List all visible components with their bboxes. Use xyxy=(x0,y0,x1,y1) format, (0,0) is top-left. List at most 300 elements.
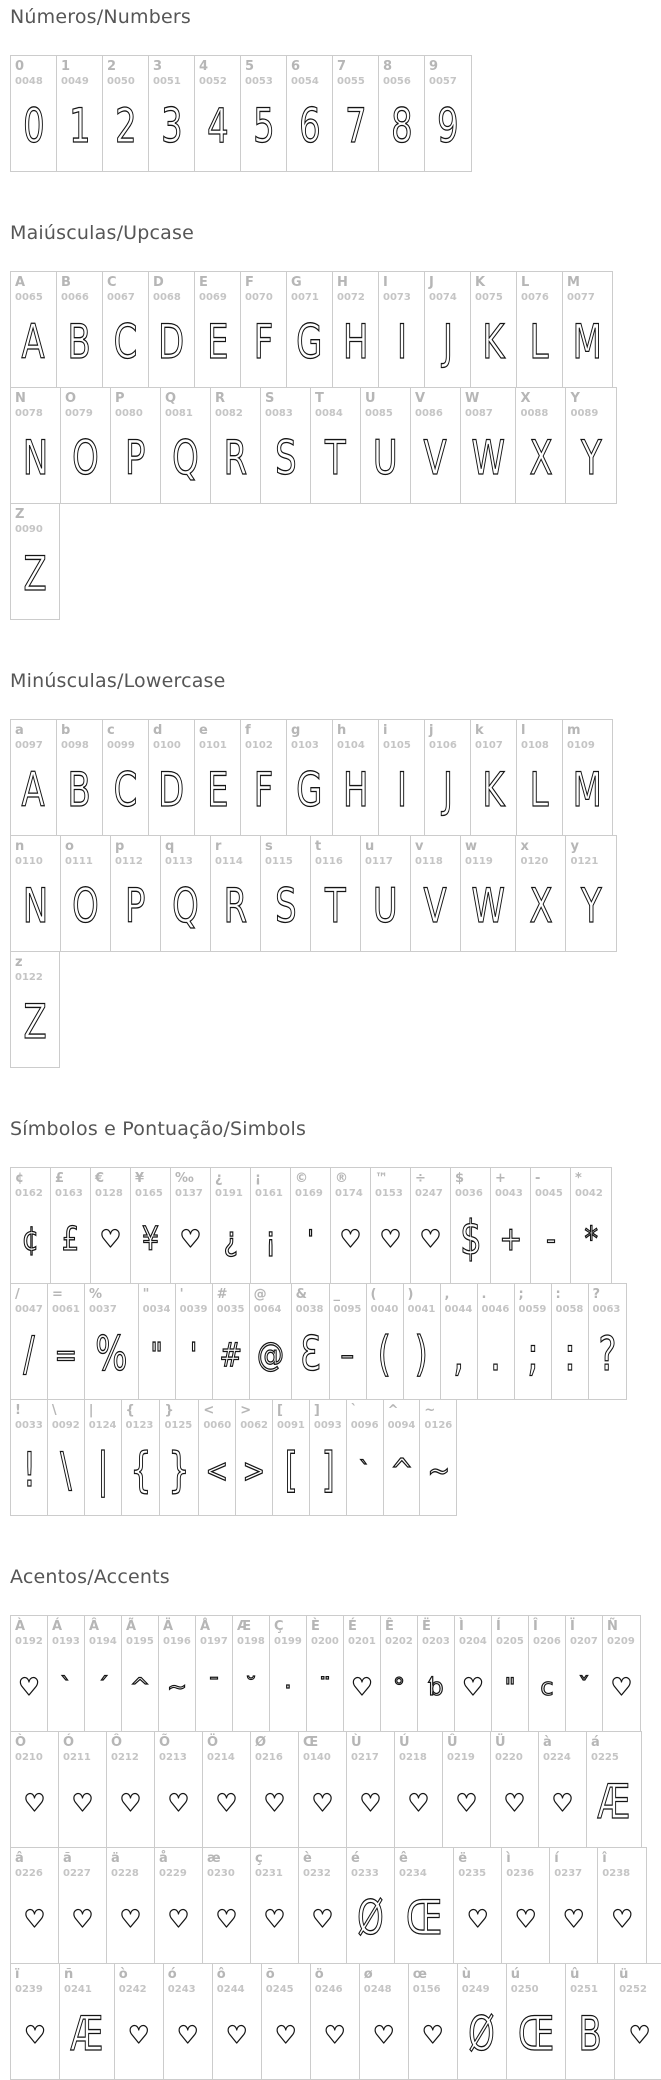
font-glyph: ♥ xyxy=(24,2020,46,2049)
cell-unicode-code: 0105 xyxy=(383,740,411,751)
glyph-box xyxy=(107,752,144,829)
glyph-box xyxy=(55,1200,86,1277)
cell-unicode-code: 0219 xyxy=(447,1752,475,1763)
cell-character-label: L xyxy=(521,275,530,290)
cell-unicode-code: 0213 xyxy=(159,1752,187,1763)
glyph-box xyxy=(335,1200,366,1277)
font-glyph: A xyxy=(21,763,46,818)
cell-unicode-code: 0230 xyxy=(207,1868,235,1879)
font-glyph: = xyxy=(54,1335,78,1374)
font-glyph: Æ xyxy=(597,1775,631,1830)
glyph-box xyxy=(593,1316,622,1393)
cell-character-label: Í xyxy=(496,1619,501,1634)
glyph-box xyxy=(399,1880,449,1957)
glyph-table xyxy=(10,271,661,620)
glyph-row xyxy=(10,1963,661,2080)
glyph-cell xyxy=(85,1400,122,1515)
glyph-box xyxy=(458,1880,497,1957)
glyph-cell xyxy=(566,1616,603,1731)
cell-character-label: * xyxy=(575,1171,582,1186)
glyph-cell xyxy=(515,1284,552,1399)
glyph-box xyxy=(602,1880,642,1957)
glyph-cell xyxy=(471,720,517,835)
glyph-cell xyxy=(107,1848,155,1963)
glyph-cell xyxy=(195,56,241,171)
cell-character-label: ¿ xyxy=(215,1171,223,1186)
cell-character-label: g xyxy=(291,723,301,738)
glyph-cell xyxy=(261,388,311,503)
cell-unicode-code: 0113 xyxy=(165,856,193,867)
font-glyph: ♥ xyxy=(379,1224,402,1253)
glyph-box xyxy=(126,1648,154,1725)
glyph-cell xyxy=(11,1168,51,1283)
glyph-cell xyxy=(85,1616,122,1731)
glyph-box xyxy=(159,1880,198,1957)
cell-unicode-code: 0249 xyxy=(461,1984,490,1995)
font-glyph: } xyxy=(168,1443,191,1498)
cell-character-label: A xyxy=(15,275,26,290)
cell-unicode-code: 0034 xyxy=(142,1304,171,1315)
font-glyph: 4 xyxy=(206,99,229,154)
font-glyph: ♥ xyxy=(177,2020,199,2049)
glyph-box xyxy=(570,1648,598,1725)
cell-character-label: Ú xyxy=(399,1735,410,1750)
font-glyph: F xyxy=(253,315,274,370)
cell-unicode-code: 0241 xyxy=(64,1984,92,1995)
glyph-cell xyxy=(195,272,241,387)
font-glyph: ¢ xyxy=(21,1219,40,1258)
cell-character-label: W xyxy=(465,391,480,406)
glyph-box xyxy=(445,1316,473,1393)
glyph-cell xyxy=(299,1848,347,1963)
cell-unicode-code: 0099 xyxy=(107,740,135,751)
glyph-row xyxy=(10,719,613,836)
glyph-box xyxy=(422,1648,450,1725)
cell-character-label: Ï xyxy=(570,1619,575,1634)
font-glyph: ˘ xyxy=(245,1672,257,1701)
glyph-box xyxy=(143,1316,171,1393)
glyph-cell xyxy=(529,1616,566,1731)
glyph-cell xyxy=(566,388,616,503)
cell-character-label: 7 xyxy=(337,59,347,74)
glyph-box xyxy=(521,304,558,381)
glyph-box xyxy=(511,1996,561,2073)
font-glyph: ♥ xyxy=(18,1672,40,1701)
glyph-cell xyxy=(11,1848,59,1963)
glyph-cell xyxy=(411,836,461,951)
cell-unicode-code: 0077 xyxy=(567,292,595,303)
cell-character-label: Ë xyxy=(422,1619,431,1634)
font-glyph: ♥ xyxy=(339,1224,362,1253)
font-glyph: ♥ xyxy=(119,1904,142,1933)
font-glyph: : xyxy=(563,1327,576,1382)
font-glyph: P xyxy=(125,431,146,486)
cell-unicode-code: 0234 xyxy=(399,1868,427,1879)
font-glyph: D xyxy=(158,763,185,818)
glyph-cell xyxy=(458,1964,507,2079)
glyph-box xyxy=(168,1996,208,2073)
glyph-cell xyxy=(411,388,461,503)
cell-unicode-code: 0039 xyxy=(179,1304,208,1315)
cell-unicode-code: 0224 xyxy=(543,1752,571,1763)
cell-character-label: Ù xyxy=(351,1735,362,1750)
font-glyph: R xyxy=(223,879,248,934)
font-glyph: , xyxy=(453,1327,464,1382)
glyph-box xyxy=(245,752,282,829)
font-glyph: ♥ xyxy=(407,1788,430,1817)
cell-unicode-code: 0041 xyxy=(407,1304,436,1315)
font-glyph: U xyxy=(373,879,398,934)
glyph-box xyxy=(337,88,374,165)
cell-character-label: , xyxy=(444,1287,450,1302)
glyph-box xyxy=(63,1764,102,1841)
glyph-box xyxy=(200,1648,228,1725)
cell-unicode-code: 0056 xyxy=(383,76,411,87)
font-glyph: ~ xyxy=(166,1672,188,1701)
glyph-cell xyxy=(57,56,103,171)
glyph-cell xyxy=(347,1732,395,1847)
cell-character-label: o xyxy=(65,839,74,854)
glyph-cell xyxy=(291,1168,331,1283)
cell-character-label: 2 xyxy=(107,59,117,74)
cell-unicode-code: 0251 xyxy=(570,1984,598,1995)
glyph-box xyxy=(383,304,420,381)
font-glyph: 0 xyxy=(22,99,45,154)
cell-unicode-code: 0203 xyxy=(422,1636,450,1647)
glyph-box xyxy=(89,1316,134,1393)
font-glyph: 2 xyxy=(114,99,137,154)
cell-unicode-code: 0114 xyxy=(215,856,243,867)
cell-character-label: Â xyxy=(89,1619,100,1634)
glyph-box xyxy=(311,1648,339,1725)
cell-unicode-code: 0140 xyxy=(303,1752,331,1763)
glyph-box xyxy=(52,1432,80,1509)
glyph-box xyxy=(203,1432,231,1509)
font-glyph: ♥ xyxy=(71,1788,94,1817)
glyph-box xyxy=(207,1764,246,1841)
glyph-box xyxy=(199,752,236,829)
font-glyph: < xyxy=(205,1451,229,1490)
cell-character-label: ® xyxy=(335,1171,348,1186)
cell-character-label: - xyxy=(535,1171,541,1186)
cell-unicode-code: 0084 xyxy=(315,408,343,419)
glyph-cell xyxy=(251,1732,299,1847)
cell-unicode-code: 0096 xyxy=(350,1420,379,1431)
glyph-box xyxy=(15,1200,46,1277)
cell-character-label: Ì xyxy=(459,1619,464,1634)
cell-unicode-code: 0037 xyxy=(89,1304,117,1315)
cell-character-label: D xyxy=(153,275,164,290)
font-glyph: 6 xyxy=(298,99,321,154)
cell-character-label: ê xyxy=(399,1851,408,1866)
font-glyph: ♥ xyxy=(215,1904,238,1933)
cell-character-label: ! xyxy=(15,1403,21,1418)
cell-unicode-code: 0073 xyxy=(383,292,411,303)
glyph-cell xyxy=(103,720,149,835)
glyph-box xyxy=(429,88,467,165)
font-glyph: M xyxy=(572,315,602,370)
glyph-row xyxy=(10,835,617,952)
glyph-box xyxy=(255,1880,294,1957)
cell-character-label: m xyxy=(567,723,581,738)
glyph-box xyxy=(365,420,406,497)
font-glyph: J xyxy=(442,315,453,370)
glyph-cell xyxy=(262,1964,311,2079)
glyph-cell xyxy=(11,836,61,951)
glyph-box xyxy=(415,420,456,497)
glyph-cell xyxy=(11,1732,59,1847)
cell-character-label: â xyxy=(15,1851,24,1866)
cell-unicode-code: 0232 xyxy=(303,1868,331,1879)
glyph-box xyxy=(15,752,52,829)
glyph-row xyxy=(10,1615,641,1732)
font-glyph: / xyxy=(23,1327,35,1382)
glyph-box xyxy=(413,1996,453,2073)
glyph-cell xyxy=(171,1168,211,1283)
cell-unicode-code: 0112 xyxy=(115,856,143,867)
cell-unicode-code: 0235 xyxy=(458,1868,487,1879)
font-glyph: A xyxy=(21,315,46,370)
cell-unicode-code: 0079 xyxy=(65,408,93,419)
font-glyph: @ xyxy=(256,1335,284,1374)
section-heading: Símbolos e Pontuação/Simbols xyxy=(10,1118,307,1140)
cell-character-label: | xyxy=(88,1403,94,1418)
font-glyph: ♥ xyxy=(263,1904,286,1933)
cell-unicode-code: 0058 xyxy=(555,1304,584,1315)
font-glyph: W xyxy=(471,879,505,934)
glyph-box xyxy=(570,868,612,945)
cell-character-label: 4 xyxy=(199,59,209,74)
cell-character-label: œ xyxy=(412,1967,428,1982)
font-glyph: ~ xyxy=(426,1451,450,1490)
cell-unicode-code: 0205 xyxy=(496,1636,524,1647)
glyph-cell xyxy=(131,1168,171,1283)
font-glyph: K xyxy=(482,763,505,818)
glyph-box xyxy=(217,1316,245,1393)
cell-unicode-code: 0201 xyxy=(348,1636,376,1647)
cell-unicode-code: 0088 xyxy=(520,408,549,419)
cell-character-label: Û xyxy=(447,1735,458,1750)
cell-character-label: ö xyxy=(314,1967,324,1982)
cell-unicode-code: 0104 xyxy=(337,740,365,751)
glyph-box xyxy=(240,1432,268,1509)
glyph-cell xyxy=(11,272,57,387)
cell-unicode-code: 0238 xyxy=(602,1868,631,1879)
glyph-cell xyxy=(379,720,425,835)
glyph-row xyxy=(10,55,472,172)
glyph-cell xyxy=(61,388,111,503)
cell-character-label: ñ xyxy=(64,1967,74,1982)
glyph-box xyxy=(388,1432,416,1509)
cell-unicode-code: 0108 xyxy=(521,740,549,751)
font-glyph: Y xyxy=(581,879,602,934)
glyph-cell xyxy=(563,720,612,835)
glyph-cell xyxy=(161,836,211,951)
font-glyph: ♥ xyxy=(467,1904,489,1933)
cell-character-label: Æ xyxy=(237,1619,252,1634)
glyph-table xyxy=(10,719,661,1068)
glyph-cell xyxy=(103,56,149,171)
font-glyph: ♥ xyxy=(99,1224,122,1253)
cell-character-label: 3 xyxy=(153,59,163,74)
font-glyph: [ xyxy=(284,1443,298,1498)
glyph-row xyxy=(10,1399,457,1516)
cell-character-label: å xyxy=(159,1851,168,1866)
cell-character-label: _ xyxy=(333,1287,341,1302)
glyph-box xyxy=(351,1764,390,1841)
cell-character-label: Ç xyxy=(274,1619,284,1634)
glyph-box xyxy=(495,1200,526,1277)
font-glyph: ♥ xyxy=(119,1788,142,1817)
font-glyph: Ø xyxy=(468,2007,496,2062)
cell-unicode-code: 0246 xyxy=(314,1984,343,1995)
cell-unicode-code: 0225 xyxy=(591,1752,619,1763)
glyph-cell xyxy=(57,720,103,835)
glyph-cell xyxy=(160,1400,199,1515)
glyph-box xyxy=(15,868,56,945)
cell-unicode-code: 0035 xyxy=(216,1304,245,1315)
glyph-box xyxy=(265,868,306,945)
glyph-box xyxy=(89,1432,117,1509)
cell-character-label: P xyxy=(115,391,125,406)
cell-unicode-code: 0126 xyxy=(424,1420,453,1431)
cell-character-label: l xyxy=(521,723,526,738)
glyph-cell xyxy=(587,1732,641,1847)
glyph-cell xyxy=(615,1964,661,2079)
glyph-box xyxy=(348,1648,376,1725)
glyph-cell xyxy=(261,836,311,951)
glyph-box xyxy=(607,1648,636,1725)
font-glyph: ♥ xyxy=(462,1672,484,1701)
cell-unicode-code: 0197 xyxy=(200,1636,228,1647)
glyph-box xyxy=(303,1764,342,1841)
cell-character-label: c xyxy=(107,723,115,738)
cell-character-label: I xyxy=(383,275,388,290)
glyph-cell xyxy=(273,1400,310,1515)
cell-unicode-code: 0053 xyxy=(245,76,273,87)
cell-unicode-code: 0042 xyxy=(575,1188,603,1199)
cell-unicode-code: 0049 xyxy=(61,76,89,87)
cell-character-label: ( xyxy=(370,1287,377,1302)
font-glyph: V xyxy=(423,879,448,934)
cell-unicode-code: 0206 xyxy=(533,1636,561,1647)
glyph-cell xyxy=(122,1400,161,1515)
cell-unicode-code: 0211 xyxy=(63,1752,91,1763)
cell-character-label: Ö xyxy=(207,1735,219,1750)
cell-character-label: ú xyxy=(510,1967,521,1982)
glyph-cell xyxy=(111,388,161,503)
glyph-box xyxy=(15,1316,43,1393)
cell-character-label: \ xyxy=(51,1403,57,1418)
cell-character-label: q xyxy=(165,839,175,854)
cell-unicode-code: 0067 xyxy=(107,292,135,303)
glyph-cell xyxy=(411,1168,451,1283)
glyph-cell xyxy=(441,1284,478,1399)
glyph-row xyxy=(10,1731,642,1848)
glyph-box xyxy=(217,1996,257,2073)
font-glyph: 5 xyxy=(252,99,275,154)
glyph-cell xyxy=(344,1616,381,1731)
cell-unicode-code: 0069 xyxy=(199,292,227,303)
cell-character-label: À xyxy=(15,1619,26,1634)
cell-unicode-code: 0193 xyxy=(52,1636,80,1647)
glyph-cell xyxy=(331,1168,371,1283)
cell-character-label: / xyxy=(15,1287,20,1302)
font-glyph: ¥ xyxy=(141,1219,160,1258)
glyph-cell xyxy=(361,388,411,503)
font-glyph: S xyxy=(274,879,297,934)
font-glyph: F xyxy=(253,763,274,818)
cell-character-label: ' xyxy=(179,1287,184,1302)
cell-unicode-code: 0087 xyxy=(465,408,493,419)
font-glyph: O xyxy=(72,879,99,934)
font-glyph: 1 xyxy=(68,99,91,154)
cell-character-label: ? xyxy=(592,1287,601,1302)
glyph-box xyxy=(61,752,98,829)
glyph-box xyxy=(64,1996,110,2073)
glyph-cell xyxy=(299,1732,347,1847)
font-glyph: ♥ xyxy=(128,2020,150,2049)
cell-unicode-code: 0081 xyxy=(165,408,193,419)
cell-character-label: Î xyxy=(533,1619,538,1634)
glyph-cell xyxy=(384,1400,421,1515)
cell-character-label: ^ xyxy=(387,1403,399,1418)
font-glyph: L xyxy=(530,315,549,370)
glyph-row xyxy=(10,503,60,620)
cell-unicode-code: 0061 xyxy=(52,1304,80,1315)
glyph-cell xyxy=(149,720,195,835)
glyph-cell xyxy=(11,1616,48,1731)
font-glyph: ` xyxy=(60,1672,72,1701)
cell-character-label: M xyxy=(567,275,580,290)
glyph-cell xyxy=(550,1848,598,1963)
glyph-box xyxy=(52,1316,80,1393)
font-glyph: * xyxy=(584,1219,598,1258)
glyph-box xyxy=(533,1648,561,1725)
font-glyph: T xyxy=(325,879,346,934)
glyph-row xyxy=(10,387,617,504)
cell-unicode-code: 0118 xyxy=(415,856,443,867)
font-glyph: M xyxy=(572,763,602,818)
glyph-box xyxy=(337,304,374,381)
glyph-cell xyxy=(598,1848,646,1963)
cell-unicode-code: 0097 xyxy=(15,740,43,751)
glyph-cell xyxy=(85,1284,139,1399)
font-glyph: B xyxy=(67,763,92,818)
cell-character-label: K xyxy=(475,275,486,290)
cell-character-label: € xyxy=(95,1171,105,1186)
glyph-cell xyxy=(395,1732,443,1847)
cell-character-label: z xyxy=(15,955,23,970)
glyph-cell xyxy=(292,1284,330,1399)
glyph-cell xyxy=(161,388,211,503)
cell-character-label: ì xyxy=(506,1851,511,1866)
cell-unicode-code: 0212 xyxy=(111,1752,139,1763)
font-glyph: + xyxy=(499,1219,522,1258)
glyph-box xyxy=(475,304,512,381)
cell-character-label: B xyxy=(61,275,71,290)
cell-unicode-code: 0103 xyxy=(291,740,319,751)
glyph-box xyxy=(115,420,156,497)
font-glyph: Æ xyxy=(70,2007,104,2062)
cell-character-label: J xyxy=(429,275,434,290)
glyph-cell xyxy=(451,1168,491,1283)
cell-unicode-code: 0228 xyxy=(111,1868,139,1879)
font-glyph: - xyxy=(545,1219,556,1258)
cell-character-label: $ xyxy=(455,1171,465,1186)
glyph-cell xyxy=(213,1964,262,2079)
glyph-box xyxy=(175,1200,206,1277)
